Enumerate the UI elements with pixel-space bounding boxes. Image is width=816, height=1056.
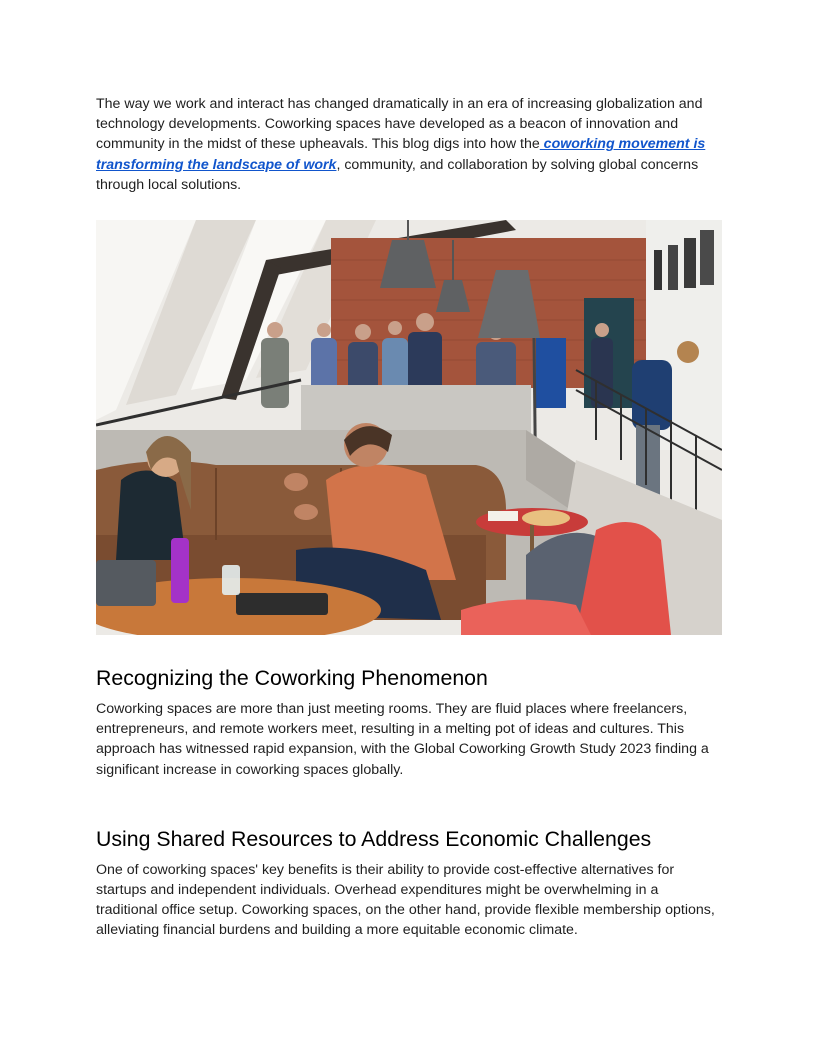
intro-text: The way we work and interact has changed dramatically in an era of increasing globalization and technology developments. Coworking spaces have developed as a beacon of innovation and community in the midst of these upheavals. This blog digs into how the: [96, 96, 703, 153]
section-heading-shared-resources: Using Shared Resources to Address Economic Challenges: [96, 826, 652, 851]
coworking-photo: [96, 220, 722, 635]
section-body-recognizing: Coworking spaces are more than just meeting rooms. They are fluid places where freelancers, entrepreneurs, and remote workers meet, resulting in a melting pot of ideas and cultures. This approach has witnessed rapid expansion, with the Global Coworking Growth Study 2023 finding a significant increase in coworking spaces globally.: [96, 701, 709, 778]
section-body-shared-resources: One of coworking spaces' key benefits is their ability to provide cost-effective alternatives for startups and independent individuals. Overhead expenditures might be overwhelming in a traditional office setup. Coworking spaces, on the other hand, provide flexible membership options, alleviating financial burdens and building a more equitable economic climate.: [96, 861, 715, 939]
section-heading-recognizing: Recognizing the Coworking Phenomenon: [96, 666, 488, 691]
document-page: [96, 94, 722, 941]
coworking-movement-link[interactable]: coworking movement is transforming the landscape of work: [96, 136, 706, 173]
intro-text-end: , community, and collaboration by solving global concerns through local solutions.: [96, 156, 699, 193]
intro-paragraph: [96, 94, 722, 195]
